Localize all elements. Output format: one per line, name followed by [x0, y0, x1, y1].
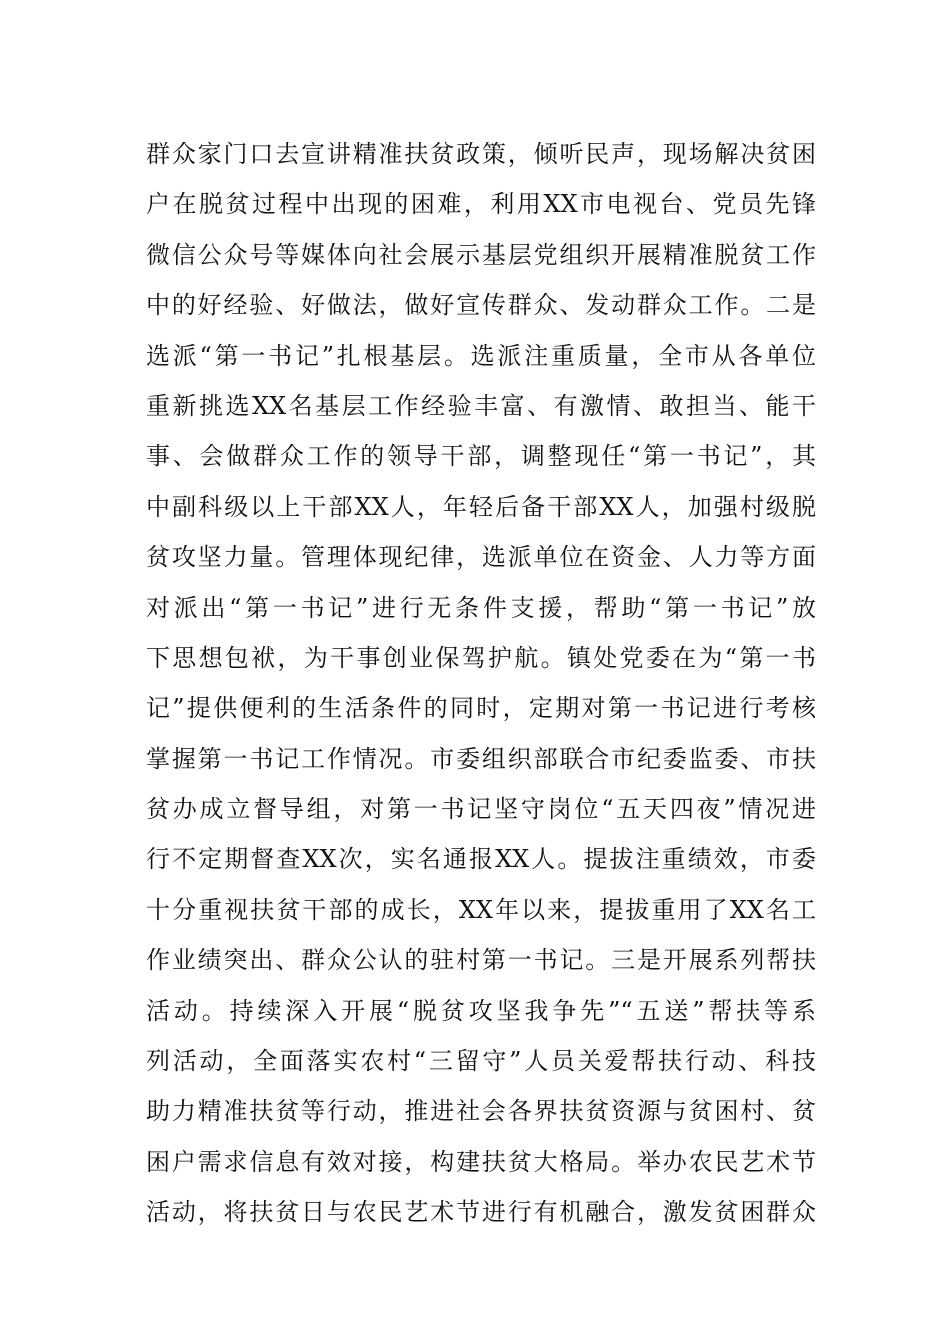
text-line-10: 对派出“第一书记”进行无条件支援，帮助“第一书记”放 [146, 593, 816, 622]
text-line-9: 贫攻坚力量。管理体现纪律，选派单位在资金、人力等方面 [146, 543, 816, 572]
text-line-19: 列活动，全面落实农村“三留守”人员关爱帮扶行动、科技 [146, 1047, 816, 1076]
text-line-4: 中的好经验、好做法，做好宣传群众、发动群众工作。二是 [146, 291, 816, 320]
text-line-18: 活动。持续深入开展“脱贫攻坚我争先”“五送”帮扶等系 [146, 996, 816, 1025]
text-line-13: 掌握第一书记工作情况。市委组织部联合市纪委监委、市扶 [146, 744, 816, 773]
text-line-11: 下思想包袱，为干事创业保驾护航。镇处党委在为“第一书 [146, 643, 816, 672]
text-line-3: 微信公众号等媒体向社会展示基层党组织开展精准脱贫工作 [146, 240, 816, 269]
text-line-7: 事、会做群众工作的领导干部，调整现任“第一书记”，其 [146, 442, 816, 471]
text-line-1: 群众家门口去宣讲精准扶贫政策，倾听民声，现场解决贫困 [146, 140, 816, 168]
text-line-6: 重新挑选XX名基层工作经验丰富、有激情、敢担当、能干 [146, 391, 816, 420]
text-line-21: 困户需求信息有效对接，构建扶贫大格局。举办农民艺术节 [146, 1147, 816, 1176]
text-line-16: 十分重视扶贫干部的成长，XX年以来，提拔重用了XX名工 [146, 895, 816, 924]
text-line-22: 活动，将扶贫日与农民艺术节进行有机融合，激发贫困群众 [146, 1198, 816, 1227]
text-line-20: 助力精准扶贫等行动，推进社会各界扶贫资源与贫困村、贫 [146, 1097, 816, 1126]
text-line-5: 选派“第一书记”扎根基层。选派注重质量，全市从各单位 [146, 341, 816, 370]
body-paragraph [146, 129, 816, 1238]
text-line-14: 贫办成立督导组，对第一书记坚守岗位“五天四夜”情况进 [146, 795, 816, 824]
text-line-17: 作业绩突出、群众公认的驻村第一书记。三是开展系列帮扶 [146, 946, 816, 975]
text-line-2: 户在脱贫过程中出现的困难，利用XX市电视台、党员先锋 [146, 190, 816, 219]
text-line-15: 行不定期督查XX次，实名通报XX人。提拔注重绩效，市委 [146, 845, 816, 874]
text-line-8: 中副科级以上干部XX人，年轻后备干部XX人，加强村级脱 [146, 492, 816, 521]
text-line-12: 记”提供便利的生活条件的同时，定期对第一书记进行考核 [146, 694, 816, 723]
